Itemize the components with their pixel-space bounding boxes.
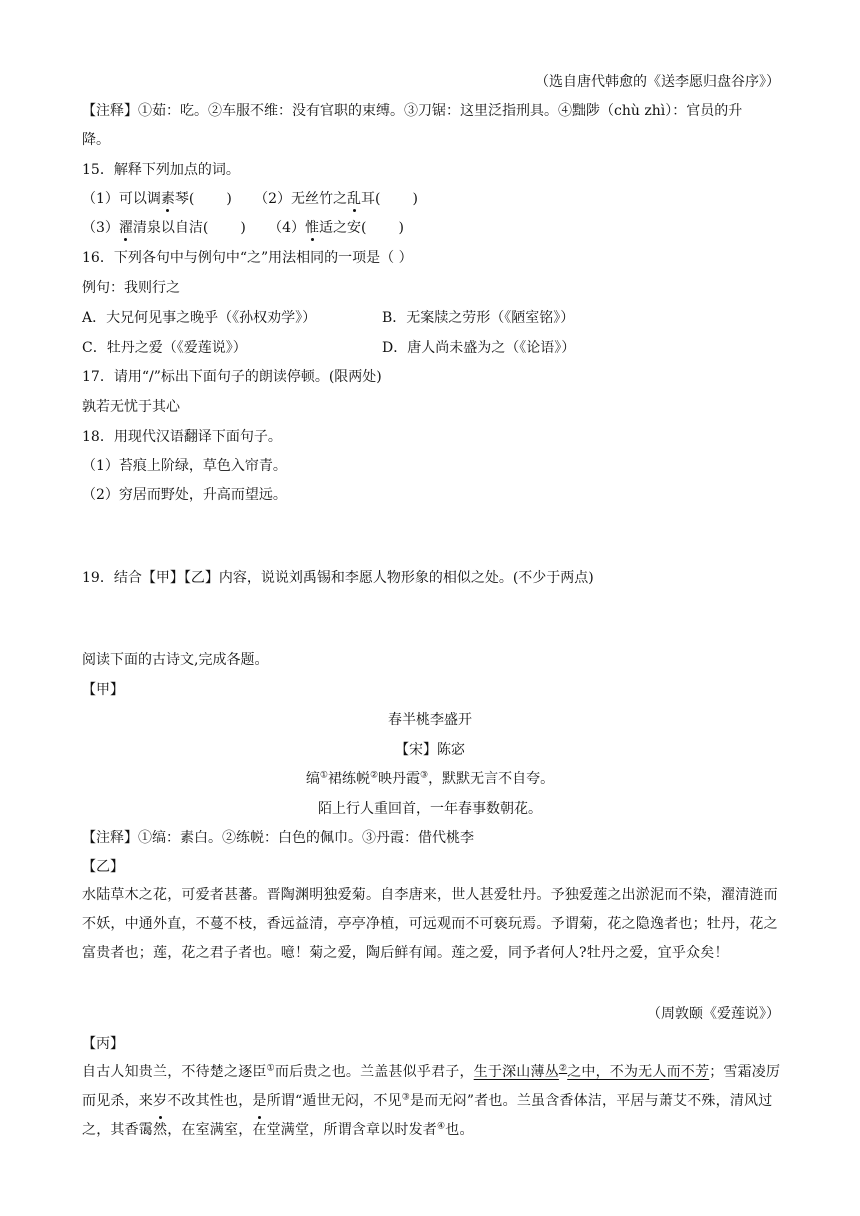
notes-line [82, 101, 782, 121]
option-c[interactable]: C．牡丹之爱（《爱莲说》） [82, 340, 247, 356]
poem-title: 春半桃李盛开 [388, 712, 472, 728]
notes-line-2: 降。 [82, 132, 110, 148]
q15-item2-dotted-word: 乱 [347, 191, 362, 207]
q15-item3-close: ) [240, 220, 246, 236]
poem-notes [82, 828, 782, 848]
question-18-stem: 18．用现代汉语翻译下面句子。 [82, 429, 282, 445]
footnote-mark: ① [319, 770, 328, 781]
q15-item4-dotted-word: 惟 [305, 220, 320, 236]
q15-item3-dotted-word: 濯 [118, 220, 133, 236]
section-jia-label: 【甲】 [82, 682, 124, 698]
section-bing-label: 【丙】 [82, 1036, 124, 1052]
question-15-row-2 [82, 218, 782, 238]
bing-text-f: 是而无闷”者也。兰虽含香体洁，平居与萧艾不殊，清风过之，其香霭然，在室满室，在堂满堂，所谓含章以时发者 [82, 1093, 773, 1138]
poem-text-a: 缟 [305, 771, 320, 787]
poem-text-d: ，默默无言不自夸。 [428, 771, 555, 787]
poem-line-2: 陌上行人重回首，一年春事数朝花。 [318, 801, 542, 817]
question-15-row-1 [82, 189, 782, 209]
poem-line-1 [0, 769, 860, 789]
q15-item3-text: （3） [82, 220, 119, 236]
footnote-mark: ① [266, 1063, 275, 1074]
q15-item1-close: ) [226, 191, 232, 207]
question-16-stem: 16．下列各句中与例句中“之”用法相同的一项是（ ） [82, 250, 413, 266]
section-yi-label: 【乙】 [82, 859, 124, 875]
bing-text-g: 也。 [445, 1122, 474, 1138]
footnote-mark: ② [369, 770, 379, 781]
poem-notes-text: ①缟：素白。②练帨：白色的佩巾。③丹霞：借代桃李 [138, 830, 474, 846]
footnote-mark: ② [558, 1063, 568, 1074]
footnote-mark: ③ [420, 770, 429, 781]
option-b[interactable]: B．无案牍之劳形（《陋室铭》） [382, 310, 575, 326]
option-a[interactable]: A．大兄何见事之晚乎（《孙权劝学》） [82, 310, 317, 326]
q15-item1-text-b: 琴( [174, 191, 195, 207]
question-17-sentence: 孰若无忧于其心 [82, 399, 180, 415]
q15-item4-text-b: 适之安( [319, 220, 367, 236]
footnote-mark: ③ [401, 1092, 411, 1103]
q15-item1-text: （1）可以调 [82, 191, 161, 207]
poem-text-b: 裙练帨 [327, 771, 370, 787]
bing-text-b: 而后贵之也。兰盖甚似乎君子， [274, 1064, 474, 1080]
question-18-sentence-2: （2）穷居而野处，升高而望远。 [82, 487, 287, 503]
footnote-mark: ④ [437, 1121, 446, 1132]
notes-label: 【注释】 [82, 103, 138, 119]
underlined-sentence: 生于深山薄丛 [473, 1064, 559, 1080]
q15-item1-dotted-word: 素 [160, 191, 175, 207]
question-18-sentence-1: （1）苔痕上阶绿，草色入帘青。 [82, 458, 287, 474]
q15-item4-close: ) [398, 220, 404, 236]
section-bing-text [82, 1058, 782, 1145]
dotted-word: 岁 [153, 1087, 167, 1116]
question-16-row-cd [82, 338, 782, 358]
bing-text-d: 不改其性也， [167, 1093, 253, 1109]
notes-text: ①茹：吃。②车服不维：没有官职的束缚。③刀锯：这里泛指刑具。④黜陟（chù zhì）：官员的升 [138, 103, 743, 119]
question-19-stem: 19．结合【甲】【乙】内容，说说刘禹锡和李愿人物形象的相似之处。(不少于两点) [82, 570, 594, 586]
poem-text-c: 映丹霞 [378, 771, 421, 787]
q15-item2-text: （2）无丝竹之 [254, 191, 348, 207]
q15-item4-text: （4） [268, 220, 306, 236]
q15-item3-text-b: 清泉以自洁( [132, 220, 209, 236]
bing-text-c: ；雪霜凌厉而见杀，来 [82, 1064, 781, 1109]
poem-author: 【宋】陈宓 [395, 742, 465, 758]
question-16-example: 例句：我则行之 [82, 280, 180, 296]
question-16-row-ab [82, 308, 782, 328]
source-citation: （选自唐代韩愈的《送李愿归盘谷序》） [535, 74, 780, 90]
q15-item2-close: ) [412, 191, 418, 207]
section-yi-text: 水陆草木之花，可爱者甚蕃。晋陶渊明独爱菊。自李唐来，世人甚爱牡丹。予独爱莲之出淤泥而不染，濯清涟而不妖，中通外直，不蔓不枝，香远益清，亭亭净植，可远观而不可亵玩焉。予谓菊，花之隐逸者也；牡丹，花之富贵者也；莲，花之君子者也。噫！菊之爱，陶后鲜有闻。莲之爱，同予者何人?牡丹之爱，宜乎众矣！ [82, 887, 778, 961]
question-17-stem: 17．请用“/”标出下面句子的朗读停顿。(限两处) [82, 369, 382, 385]
reading-intro: 阅读下面的古诗文,完成各题。 [82, 652, 269, 668]
bing-text-e: 所谓“遁世无闷，不见 [266, 1093, 402, 1109]
section-yi-source: （周敦颐《爱莲说》） [647, 1006, 780, 1022]
option-d[interactable]: D．唐人尚未盛为之（《论语》） [382, 340, 576, 356]
dotted-word: 是 [252, 1087, 266, 1116]
bing-text-a: 自古人知贵兰，不待楚之逐臣 [82, 1064, 267, 1080]
q15-item2-text-b: 耳( [361, 191, 381, 207]
question-15-stem: 15．解释下列加点的词。 [82, 162, 240, 178]
poem-notes-label: 【注释】 [82, 830, 138, 846]
underlined-sentence-b: 之中，不为无人而不芳 [567, 1064, 710, 1080]
